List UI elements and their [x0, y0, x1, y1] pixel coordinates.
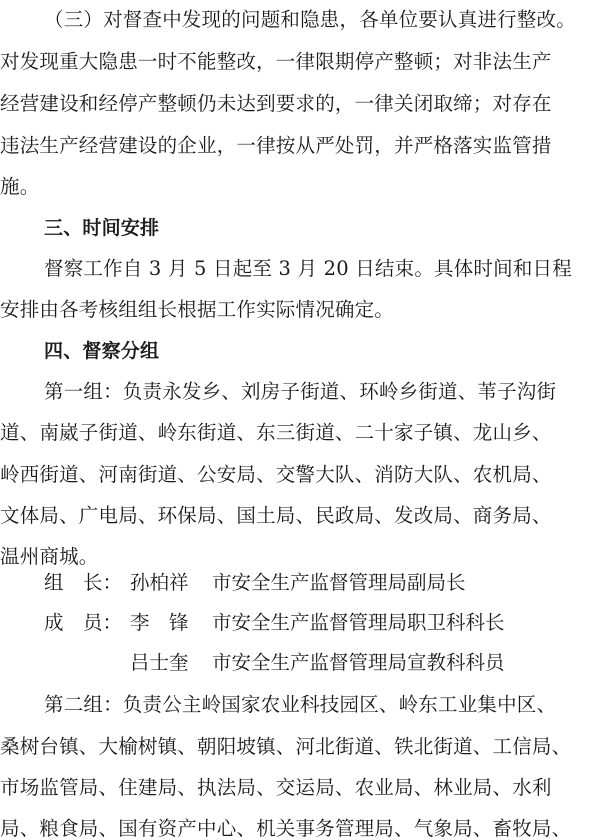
group2-scope-line: 局、粮食局、国有资产中心、机关事务管理局、气象局、畜牧局、 — [0, 817, 572, 840]
paragraph-rectification-line: 对发现重大隐患一时不能整改，一律限期停产整顿；对非法生产 — [0, 50, 552, 73]
group1-scope-line: 第一组：负责永发乡、刘房子街道、环岭乡街道、苇子沟街 — [44, 380, 557, 403]
group1-leader-name: 孙柏祥 — [130, 571, 189, 594]
group2-scope-line: 桑树台镇、大榆树镇、朝阳坡镇、河北街道、铁北街道、工信局、 — [0, 735, 572, 758]
paragraph-schedule-line: 督察工作自 3 月 5 日起至 3 月 20 日结束。具体时间和日程 — [44, 257, 572, 280]
section-heading-groups: 四、督察分组 — [44, 340, 160, 362]
paragraph-rectification-line: （三）对督查中发现的问题和隐患，各单位要认真进行整改。 — [44, 8, 576, 31]
group1-member-title: 市安全生产监督管理局职卫科科长 — [212, 611, 505, 634]
group2-scope-line: 第二组：负责公主岭国家农业科技园区、岭东工业集中区、 — [44, 693, 557, 716]
section-heading-schedule: 三、时间安排 — [44, 217, 160, 239]
group2-scope-line: 市场监管局、住建局、执法局、交运局、农业局、林业局、水利 — [0, 776, 552, 799]
paragraph-schedule-line: 安排由各考核组组长根据工作实际情况确定。 — [0, 298, 395, 321]
group1-member-title: 市安全生产监督管理局宣教科科员 — [212, 651, 505, 674]
group1-leader-label: 组 长： — [44, 571, 123, 594]
group1-scope-line: 道、南崴子街道、岭东街道、东三街道、二十家子镇、龙山乡、 — [0, 421, 552, 444]
group1-leader-title: 市安全生产监督管理局副局长 — [212, 571, 466, 594]
group1-member-name: 李 锋 — [130, 611, 189, 634]
paragraph-rectification-line: 违法生产经营建设的企业，一律按从严处罚，并严格落实监管措 — [0, 134, 552, 157]
group1-scope-line: 岭西街道、河南街道、公安局、交警大队、消防大队、农机局、 — [0, 463, 552, 486]
group1-member-name: 吕士奎 — [130, 651, 189, 674]
paragraph-rectification-line: 施。 — [0, 175, 40, 198]
group1-scope-line: 文体局、广电局、环保局、国土局、民政局、发改局、商务局、 — [0, 504, 552, 527]
group1-scope-line: 温州商城。 — [0, 545, 99, 568]
group1-members-label: 成 员： — [44, 611, 123, 634]
paragraph-rectification-line: 经营建设和经停产整顿仍未达到要求的，一律关闭取缔；对存在 — [0, 92, 552, 115]
